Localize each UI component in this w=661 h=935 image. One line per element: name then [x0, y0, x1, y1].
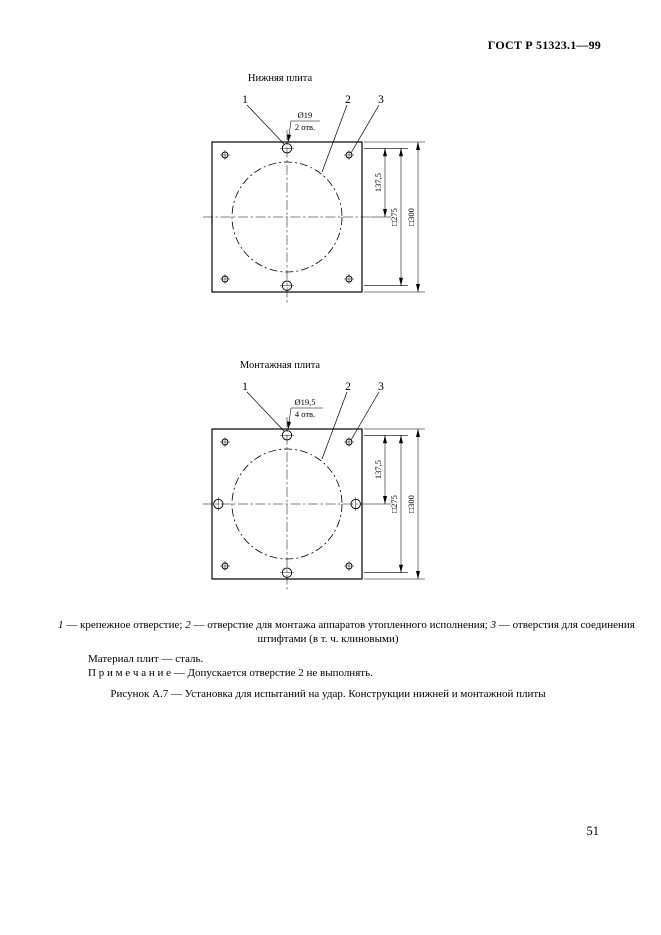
callout-2-label: 2: [345, 381, 351, 393]
pin-hole-top-right: [344, 437, 354, 447]
callout-3-label: 3: [378, 381, 384, 393]
pin-hole-top-left: [220, 437, 230, 447]
pin-hole-top-right: [344, 150, 354, 160]
callout-1-leader: [247, 105, 284, 144]
callout-3-leader: [351, 105, 379, 153]
legend-item-3-text: — отверстия для соединения: [496, 619, 635, 631]
dim-label-holes-square: □275: [389, 495, 399, 513]
hole-count-label: 2 отв.: [294, 122, 316, 132]
legend-item-3-number: 3: [490, 619, 497, 631]
pin-hole-top-left: [220, 150, 230, 160]
figure-lower-plate: [195, 70, 435, 323]
pin-hole-bottom-left: [220, 561, 230, 571]
pin-hole-bottom-right: [344, 274, 354, 284]
callout-2-label: 2: [345, 94, 351, 106]
legend-item-1-number: 1: [58, 619, 64, 631]
callout-2-leader: [322, 392, 347, 459]
dim-label-half: 137,5: [373, 460, 383, 480]
callout-3-leader: [351, 392, 379, 440]
hole-diameter-label: Ø19,5: [294, 397, 316, 407]
hole-leader: [288, 408, 291, 430]
legend-item-2-number: 2: [185, 619, 191, 631]
hole-count-label: 4 отв.: [294, 409, 316, 419]
note-text: П р и м е ч а н и е — Допускается отверстие 2 не выполнять.: [88, 666, 373, 679]
figure-mounting-plate: [195, 357, 435, 610]
hole-leader: [288, 121, 291, 143]
figure-title: Нижняя плита: [247, 73, 313, 84]
material-note: Материал плит — сталь.: [88, 652, 204, 665]
figure-title: Монтажная плита: [239, 360, 321, 371]
mounting-plate-drawing: [195, 357, 435, 605]
lower-plate-drawing: [195, 70, 435, 318]
callout-1-leader: [247, 392, 284, 431]
page-number: 51: [586, 824, 599, 838]
callout-1-label: 1: [242, 94, 248, 106]
hole-diameter-label: Ø19: [297, 110, 313, 120]
figure-number-caption: Рисунок А.7 — Установка для испытаний на удар. Конструкции нижней и монтажной плиты: [110, 688, 546, 701]
callout-3-label: 3: [378, 94, 384, 106]
figure-caption-block: [58, 618, 635, 701]
document-header: ГОСТ Р 51323.1—99: [487, 38, 601, 52]
legend-item-2-text: — отверстие для монтажа аппаратов утопленного исполнения;: [190, 619, 491, 631]
legend-line-2: штифтами (в т. ч. клиновыми): [257, 633, 399, 646]
dim-label-half: 137,5: [373, 173, 383, 193]
pin-hole-bottom-right: [344, 561, 354, 571]
dim-label-plate-square: □300: [406, 208, 416, 226]
callout-2-leader: [322, 105, 347, 172]
pin-hole-bottom-left: [220, 274, 230, 284]
legend-line-1: [58, 618, 635, 632]
callout-1-label: 1: [242, 381, 248, 393]
legend-item-1-text: — крепежное отверстие;: [63, 619, 186, 631]
dim-label-plate-square: □300: [406, 495, 416, 513]
dim-label-holes-square: □275: [389, 208, 399, 226]
